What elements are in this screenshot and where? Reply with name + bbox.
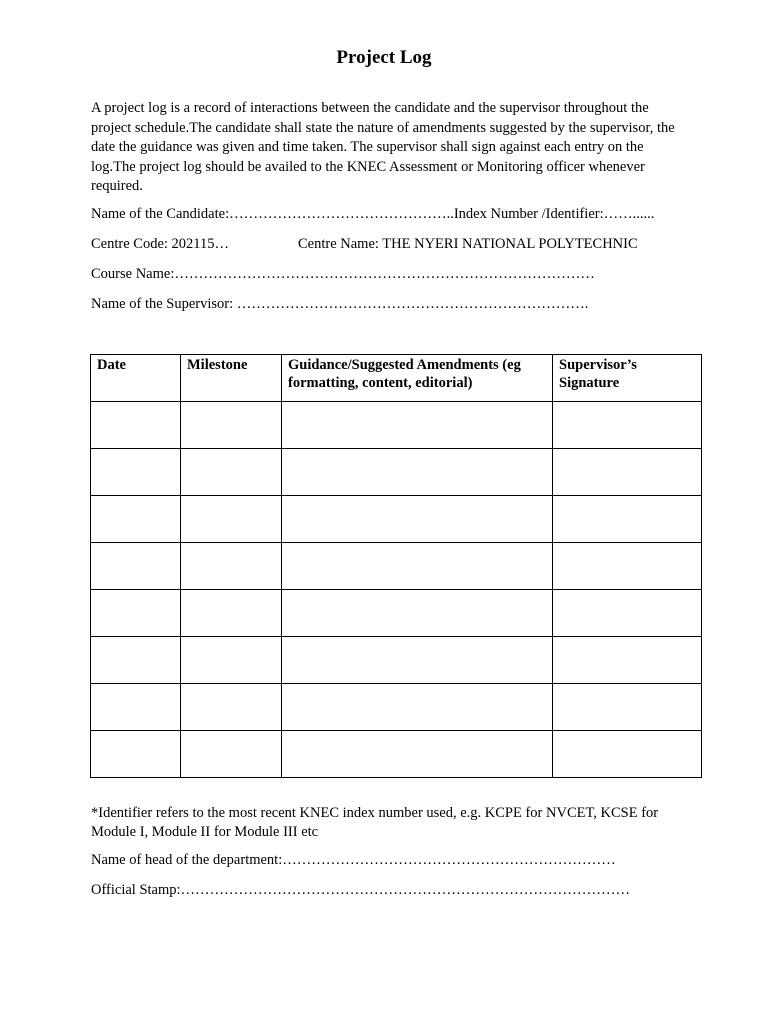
signature-cell[interactable] — [553, 543, 702, 590]
guidance-cell[interactable] — [282, 449, 553, 496]
header-guidance: Guidance/Suggested Amendments (eg formatting, content, editorial) — [282, 355, 553, 402]
centre-row — [91, 236, 638, 253]
milestone-cell[interactable] — [181, 684, 282, 731]
header-date: Date — [91, 355, 181, 402]
guidance-cell[interactable] — [282, 731, 553, 778]
guidance-cell[interactable] — [282, 684, 553, 731]
signature-cell[interactable] — [553, 731, 702, 778]
date-cell[interactable] — [91, 543, 181, 590]
official-stamp-field[interactable]: Official Stamp:………………………………………………………………………………… — [91, 882, 631, 898]
date-cell[interactable] — [91, 731, 181, 778]
project-log-table — [90, 354, 702, 778]
milestone-cell[interactable] — [181, 731, 282, 778]
table-row — [91, 449, 702, 496]
centre-name-field[interactable]: Centre Name: THE NYERI NATIONAL POLYTECHNIC — [298, 236, 638, 252]
table-row — [91, 402, 702, 449]
date-cell[interactable] — [91, 402, 181, 449]
date-cell[interactable] — [91, 590, 181, 637]
milestone-cell[interactable] — [181, 402, 282, 449]
table-header-row — [91, 355, 702, 402]
date-cell[interactable] — [91, 496, 181, 543]
centre-code-field[interactable]: Centre Code: 202115… — [91, 236, 229, 252]
table-row — [91, 637, 702, 684]
signature-cell[interactable] — [553, 637, 702, 684]
table-row — [91, 731, 702, 778]
signature-cell[interactable] — [553, 496, 702, 543]
candidate-field[interactable]: Name of the Candidate:………………………………………..Index Number /Identifier:……...... — [91, 206, 655, 222]
milestone-cell[interactable] — [181, 637, 282, 684]
date-cell[interactable] — [91, 637, 181, 684]
head-of-department-field[interactable]: Name of head of the department:…………………………………………………………… — [91, 852, 616, 868]
milestone-cell[interactable] — [181, 590, 282, 637]
signature-cell[interactable] — [553, 684, 702, 731]
guidance-cell[interactable] — [282, 496, 553, 543]
milestone-cell[interactable] — [181, 449, 282, 496]
guidance-cell[interactable] — [282, 402, 553, 449]
identifier-note: *Identifier refers to the most recent KNEC index number used, e.g. KCPE for NVCET, KCSE for Module I, Module II for Module III etc — [91, 805, 659, 840]
table-row — [91, 496, 702, 543]
course-field[interactable]: Course Name:…………………………………………………………………………… — [91, 266, 595, 282]
signature-cell[interactable] — [553, 590, 702, 637]
header-signature: Supervisor’s Signature — [553, 355, 702, 402]
title-block — [0, 47, 768, 69]
intro-paragraph: A project log is a record of interactions between the candidate and the supervisor throughout the project schedule.The candidate shall state the nature of amendments suggested by the supervisor, the date the guidance was given and time taken. The supervisor shall sign against each entry on the log.The project log should be availed to the KNEC Assessment or Monitoring officer whenever required. — [91, 100, 675, 194]
header-milestone: Milestone — [181, 355, 282, 402]
guidance-cell[interactable] — [282, 590, 553, 637]
milestone-cell[interactable] — [181, 543, 282, 590]
table-row — [91, 543, 702, 590]
date-cell[interactable] — [91, 684, 181, 731]
signature-cell[interactable] — [553, 449, 702, 496]
page-title: Project Log — [336, 47, 432, 68]
signature-cell[interactable] — [553, 402, 702, 449]
table-row — [91, 684, 702, 731]
guidance-cell[interactable] — [282, 543, 553, 590]
date-cell[interactable] — [91, 449, 181, 496]
guidance-cell[interactable] — [282, 637, 553, 684]
milestone-cell[interactable] — [181, 496, 282, 543]
supervisor-field[interactable]: Name of the Supervisor: ………………………………………………………………. — [91, 296, 589, 312]
table-row — [91, 590, 702, 637]
